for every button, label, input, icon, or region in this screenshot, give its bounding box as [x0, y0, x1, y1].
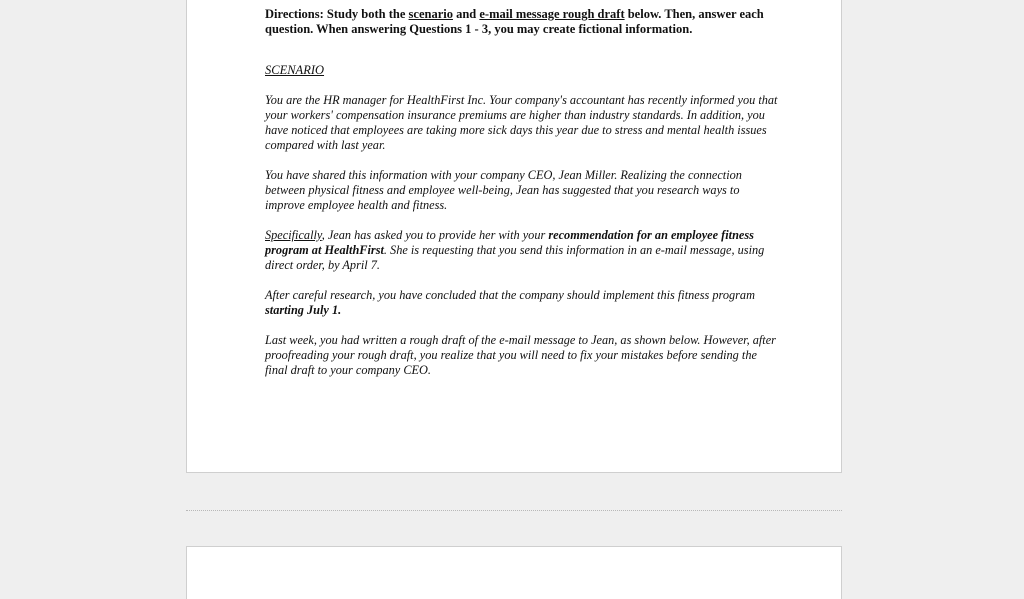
- paragraph-3-part-a: , Jean has asked you to provide her with your: [321, 228, 549, 242]
- directions-suffix: below. Then, answer each question. When answering Questions 1 - 3, you may create fictional information.: [265, 7, 764, 36]
- scenario-paragraph-2: You have shared this information with your company CEO, Jean Miller. Realizing the connection between physical fitness and employee well-being, Jean has suggested that you research ways to improve employee health and fitness.: [265, 168, 742, 212]
- document-page-1: [186, 0, 842, 473]
- page-content: [265, 7, 780, 378]
- scenario-paragraph-4: [265, 288, 780, 318]
- directions-text: [265, 7, 780, 37]
- document-page-2: [186, 546, 842, 599]
- start-date-bold: starting July 1.: [265, 303, 342, 317]
- page-break-divider: [186, 510, 842, 511]
- scenario-paragraph-1: You are the HR manager for HealthFirst Inc. Your company's accountant has recently informed you that your workers' compensation insurance premiums are higher than industry standards. In addition, you have noticed that employees are taking more sick days this year due to stress and mental health issues compared with last year.: [265, 93, 778, 152]
- scenario-paragraph-3: [265, 228, 780, 273]
- directions-mid: and: [452, 7, 480, 21]
- recommendation-bold: recommendation for an employee fitness program at HealthFirst: [265, 228, 754, 257]
- paragraph-3-part-b: . She is requesting that you send this information in an e-mail message, using direct order, by April 7.: [265, 243, 765, 272]
- specifically-underlined: Specifically: [265, 228, 322, 242]
- scenario-paragraph-5: Last week, you had written a rough draft of the e-mail message to Jean, as shown below. However, after proofreading your rough draft, you realize that you will need to fix your mistakes before sending the final draft to your company CEO.: [265, 333, 776, 377]
- paragraph-4-part-a: After careful research, you have concluded that the company should implement this fitness program: [265, 288, 755, 302]
- email-draft-reference: e-mail message rough draft: [479, 7, 625, 21]
- scenario-heading: SCENARIO: [265, 63, 325, 77]
- directions-prefix: Directions: Study both the: [265, 7, 409, 21]
- scenario-reference: scenario: [408, 7, 453, 21]
